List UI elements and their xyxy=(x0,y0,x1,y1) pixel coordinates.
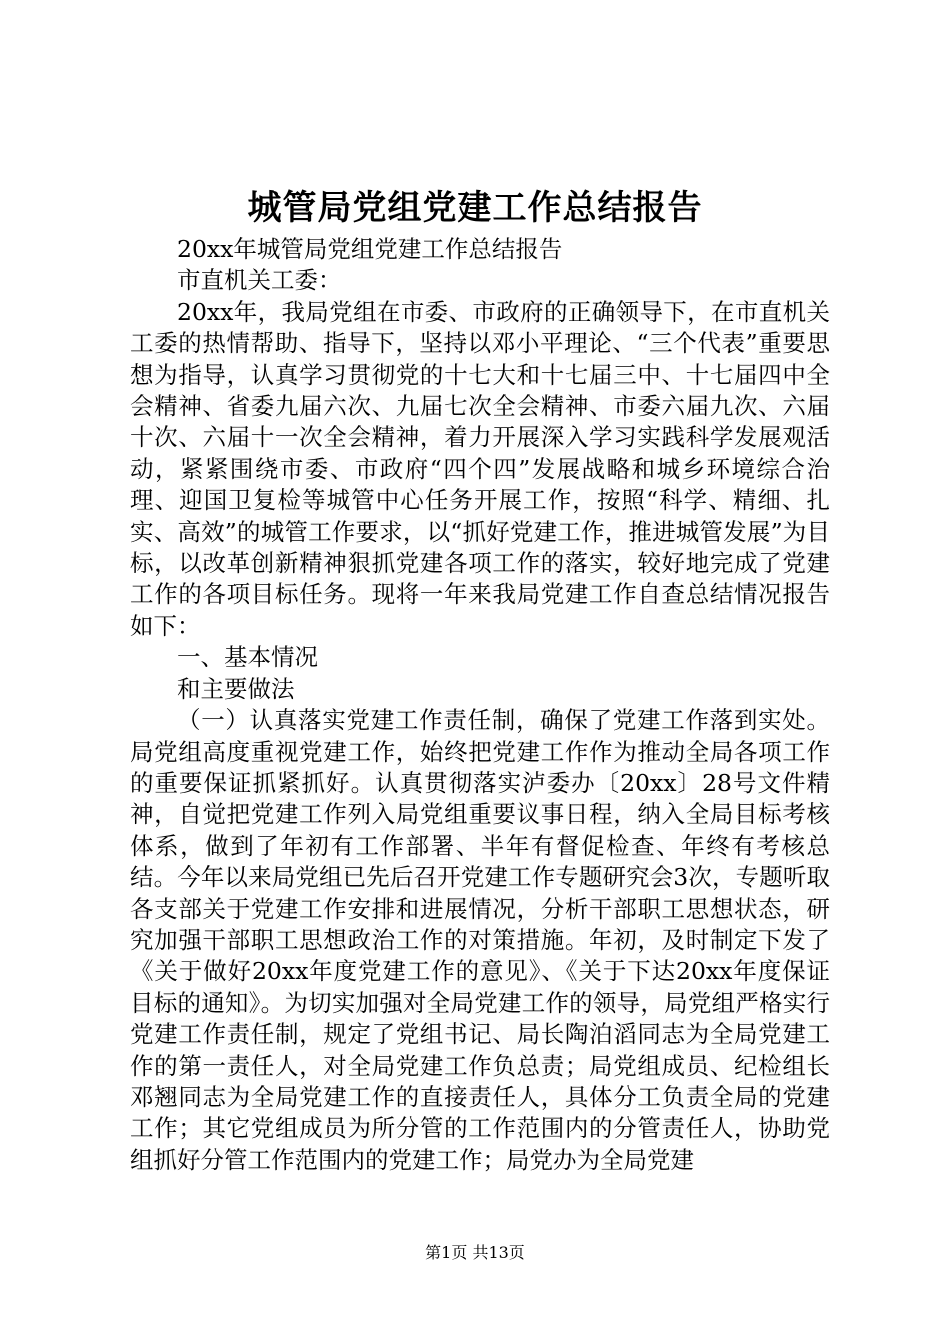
section-heading-part1: 一、基本情况 xyxy=(177,643,318,672)
document-title: 城管局党组党建工作总结报告 xyxy=(247,188,703,228)
intro-paragraph: 20xx年，我局党组在市委、市政府的正确领导下，在市直机关工委的热情帮助、指导下，坚持以邓小平理论、“三个代表”重要思想为指导，认真学习贯彻党的十七大和十七届三中、十七届四中全会精神、省委九届六次、九届七次全会精神、市委六届九次、六届十次、六届十一次全会精神，着力开展深入学习实践科学发展观活动，紧紧围绕市委、市政府“四个四”发展战略和城乡环境综合治理、迎国卫复检等城管中心任务开展工作，按照“科学、精细、扎实、高效”的城管工作要求，以“抓好党建工作，推进城管发展”为目标，以改革创新精神狠抓党建各项工作的落实，较好地完成了党建工作的各项目标任务。现将一年来我局党建工作自查总结情况报告如下： xyxy=(130,297,830,640)
section-heading-part2: 和主要做法 xyxy=(177,674,295,703)
subsection-paragraph: （一）认真落实党建工作责任制，确保了党建工作落到实处。局党组高度重视党建工作，始终把党建工作作为推动全局各项工作的重要保证抓紧抓好。认真贯彻落实泸委办〔20xx〕28号文件精神，自觉把党建工作列入局党组重要议事日程，纳入全局目标考核体系，做到了年初有工作部署、半年有督促检查、年终有考核总结。今年以来局党组已先后召开党建工作专题研究会3次，专题听取各支部关于党建工作安排和进展情况，分析干部职工思想状态，研究加强干部职工思想政治工作的对策措施。年初，及时制定下发了《关于做好20xx年度党建工作的意见》、《关于下达20xx年度保证目标的通知》。为切实加强对全局党建工作的领导，局党组严格实行党建工作责任制，规定了党组书记、局长陶泊滔同志为全局党建工作的第一责任人，对全局党建工作负总责；局党组成员、纪检组长邓翘同志为全局党建工作的直接责任人，具体分工负责全局的党建工作；其它党组成员为所分管的工作范围内的分管责任人，协助党组抓好分管工作范围内的党建工作；局党办为全局党建 xyxy=(130,706,830,1174)
addressee-line: 市直机关工委： xyxy=(177,266,342,295)
document-body xyxy=(130,234,830,1176)
report-subtitle: 20xx年城管局党组党建工作总结报告 xyxy=(177,235,563,263)
page-footer: 第1页 共13页 xyxy=(425,1243,525,1262)
